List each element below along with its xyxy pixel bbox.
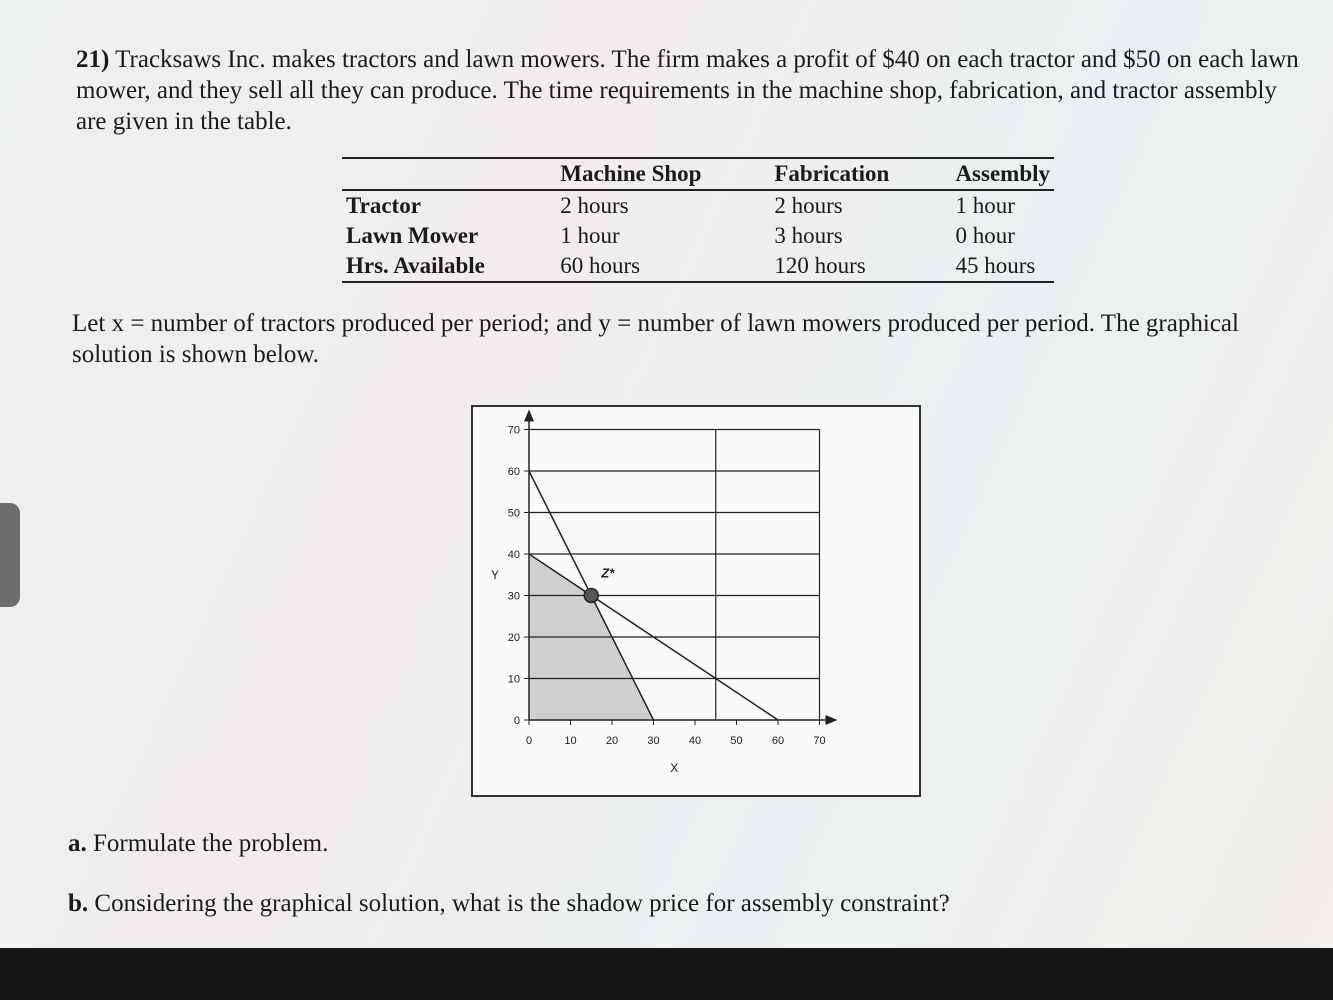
table-cell: 1 hour (955, 193, 1015, 218)
table-header-blank (342, 158, 556, 190)
x-tick-label: 30 (647, 735, 660, 747)
part-a-text: Formulate the problem. (93, 830, 329, 857)
x-tick-label: 10 (564, 735, 577, 747)
question-body: Tracksaws Inc. makes tractors and lawn mowers. The firm makes a profit of $40 on each tractor and $50 on each lawn mower, and they sell all they can produce. The time requirements in the machine shop, fabrication, and tractor assembly are given in the table. (76, 46, 1299, 135)
table-cell: 2 hours (560, 193, 629, 218)
y-tick-label: 30 (507, 590, 520, 603)
x-axis-label: X (670, 761, 679, 775)
row-label: Hrs. Available (346, 253, 485, 278)
x-axis-arrow (826, 715, 838, 725)
side-tab-handle (0, 503, 20, 607)
table-cell: 3 hours (774, 223, 843, 248)
chart-svg (473, 407, 919, 795)
x-tick-label: 20 (605, 735, 619, 747)
x-tick-label: 60 (771, 735, 785, 747)
x-tick-label: 40 (688, 735, 702, 747)
table-cell: 120 hours (774, 253, 866, 278)
table-row-tractor (342, 190, 1054, 221)
table-header-assembly: Assembly (955, 161, 1050, 186)
part-a-letter: a. (68, 830, 87, 857)
y-tick-label: 0 (513, 715, 520, 727)
screen-bottom-bezel (0, 948, 1333, 1000)
y-tick-label: 60 (507, 466, 520, 478)
table-row-hours-available (342, 251, 1054, 282)
part-b-text: Considering the graphical solution, what is the shadow price for assembly constraint? (94, 890, 950, 917)
part-b (68, 890, 950, 918)
table-cell: 45 hours (955, 253, 1036, 278)
table-cell: 1 hour (560, 223, 620, 248)
y-axis-arrow (524, 410, 534, 422)
row-label: Tractor (346, 193, 421, 218)
x-tick-label: 0 (525, 735, 533, 747)
y-tick-label: 70 (507, 424, 520, 437)
x-tick-label: 70 (813, 735, 826, 747)
time-requirements-table (342, 157, 1054, 283)
row-label: Lawn Mower (346, 223, 479, 248)
question-number: 21) (76, 46, 110, 73)
optimal-point (584, 589, 598, 603)
variable-definition: Let x = number of tractors produced per period; and y = number of lawn mowers produced per period. The graphical solution is shown below. (72, 310, 1239, 368)
table-cell: 60 hours (560, 253, 641, 278)
y-tick-label: 50 (507, 507, 520, 520)
table-header-machine-shop: Machine Shop (560, 161, 702, 186)
y-tick-label: 40 (507, 549, 520, 561)
y-axis-label: Y (490, 567, 500, 582)
question-text (76, 44, 1306, 137)
y-tick-label: 20 (507, 632, 520, 644)
part-b-letter: b. (68, 890, 89, 917)
part-a (68, 830, 328, 858)
graphical-solution-chart (471, 405, 921, 797)
table-header-row (342, 158, 1054, 190)
y-tick-label: 10 (507, 673, 520, 686)
table-cell: 0 hour (955, 223, 1015, 248)
optimal-point-label: Z* (601, 565, 615, 581)
table-row-lawn-mower (342, 221, 1054, 251)
x-tick-label: 50 (730, 735, 743, 747)
table-cell: 2 hours (774, 193, 843, 218)
table-header-fabrication: Fabrication (774, 161, 890, 186)
